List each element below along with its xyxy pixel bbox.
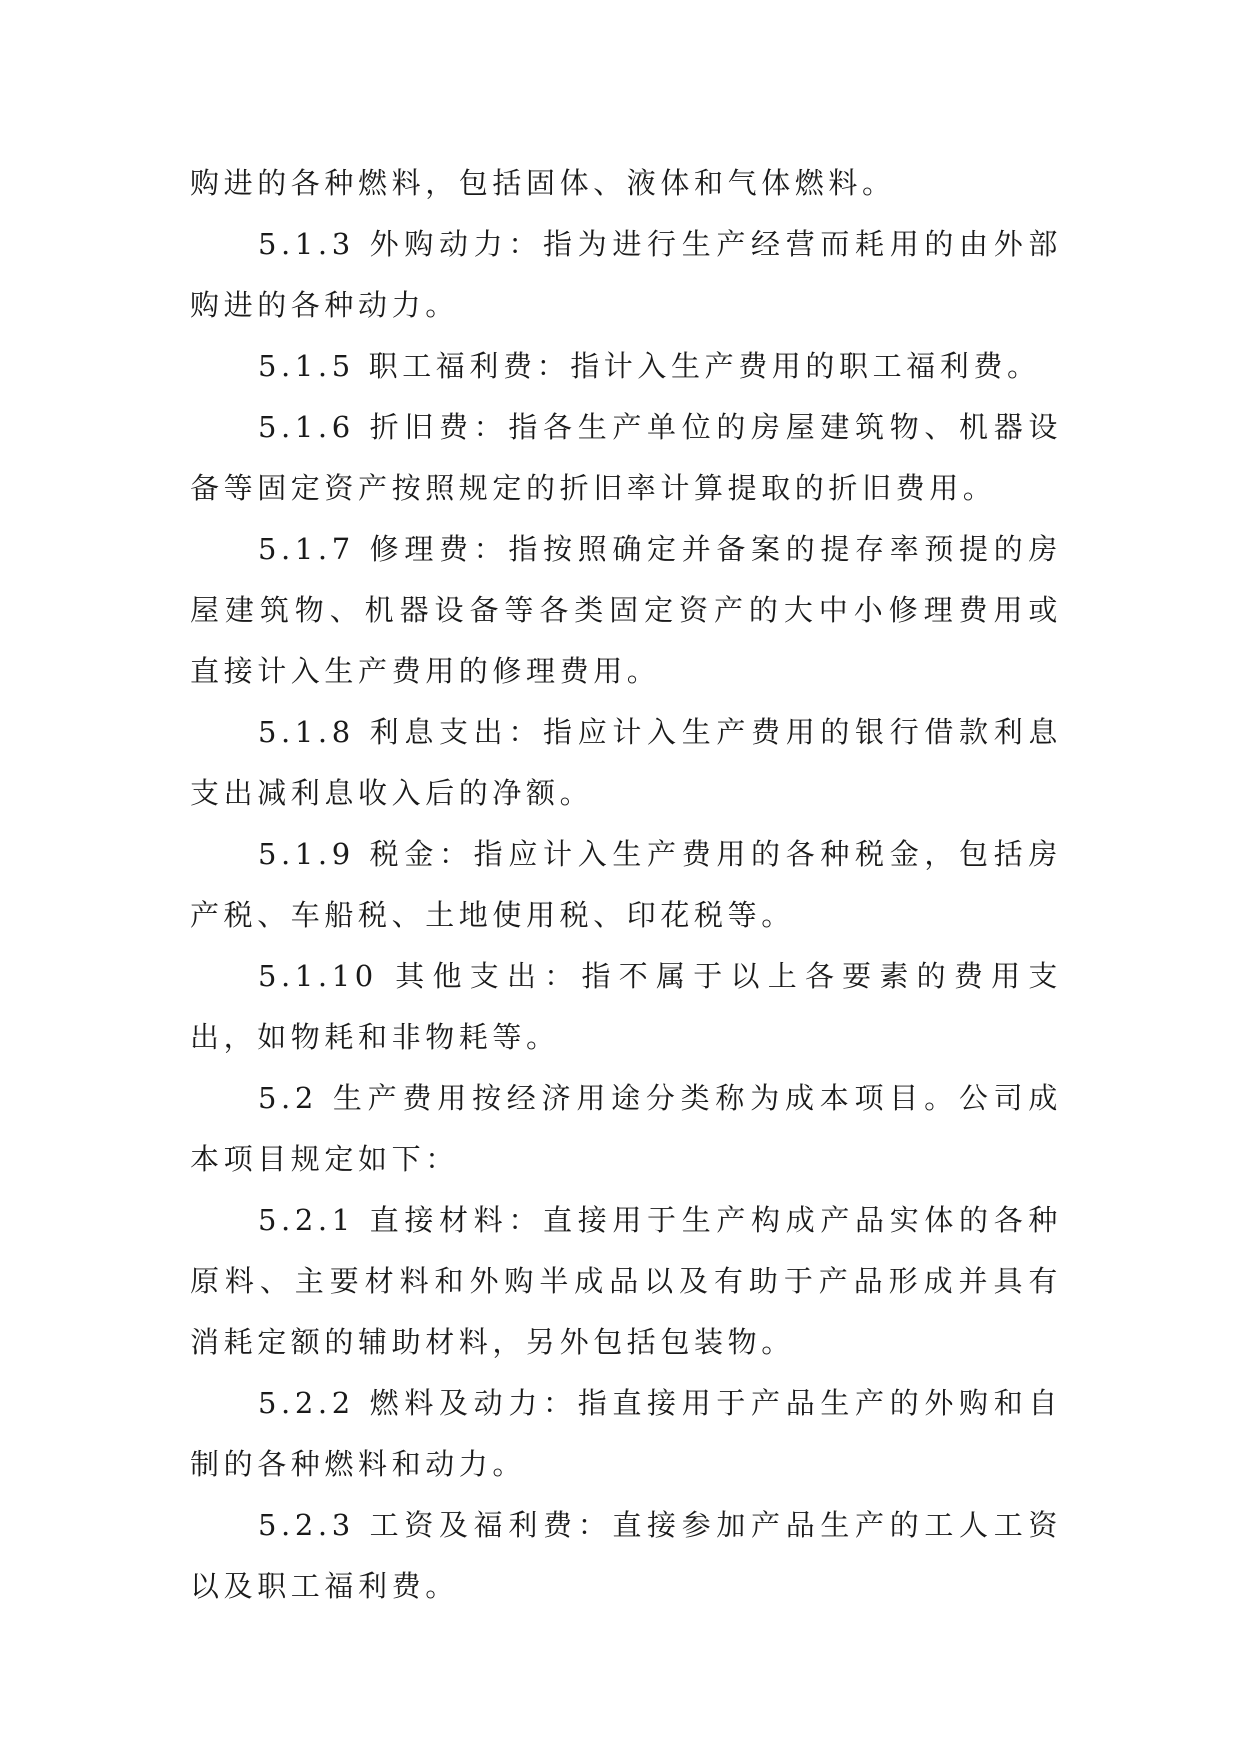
paragraph-5-2-3: 5.2.3 工资及福利费：直接参加产品生产的工人工资以及职工福利费。 xyxy=(190,1508,1062,1603)
paragraph-5-1-7: 5.1.7 修理费：指按照确定并备案的提存率预提的房屋建筑物、机器设备等各类固定资产的大中小修理费用或直接计入生产费用的修理费用。 xyxy=(190,532,1062,688)
paragraph-5-1-6: 5.1.6 折旧费：指各生产单位的房屋建筑物、机器设备等固定资产按照规定的折旧率计算提取的折旧费用。 xyxy=(190,410,1062,505)
paragraph-5-2-1: 5.2.1 直接材料：直接用于生产构成产品实体的各种原料、主要材料和外购半成品以及有助于产品形成并具有消耗定额的辅助材料，另外包括包装物。 xyxy=(190,1203,1062,1359)
paragraph-5-1-8: 5.1.8 利息支出：指应计入生产费用的银行借款利息支出减利息收入后的净额。 xyxy=(190,715,1062,810)
paragraph-5-1-5: 5.1.5 职工福利费：指计入生产费用的职工福利费。 xyxy=(258,349,1041,383)
document-body xyxy=(190,153,1062,1617)
paragraph-5-1-9: 5.1.9 税金：指应计入生产费用的各种税金，包括房产税、车船税、土地使用税、印花税等。 xyxy=(190,837,1062,932)
paragraph-5-1-3: 5.1.3 外购动力：指为进行生产经营而耗用的由外部购进的各种动力。 xyxy=(190,227,1062,322)
paragraph-continued: 购进的各种燃料，包括固体、液体和气体燃料。 xyxy=(190,166,896,200)
paragraph-5-1-10: 5.1.10 其他支出：指不属于以上各要素的费用支出，如物耗和非物耗等。 xyxy=(190,959,1062,1054)
paragraph-5-2-2: 5.2.2 燃料及动力：指直接用于产品生产的外购和自制的各种燃料和动力。 xyxy=(190,1386,1062,1481)
paragraph-5-2: 5.2 生产费用按经济用途分类称为成本项目。公司成本项目规定如下： xyxy=(190,1081,1062,1176)
